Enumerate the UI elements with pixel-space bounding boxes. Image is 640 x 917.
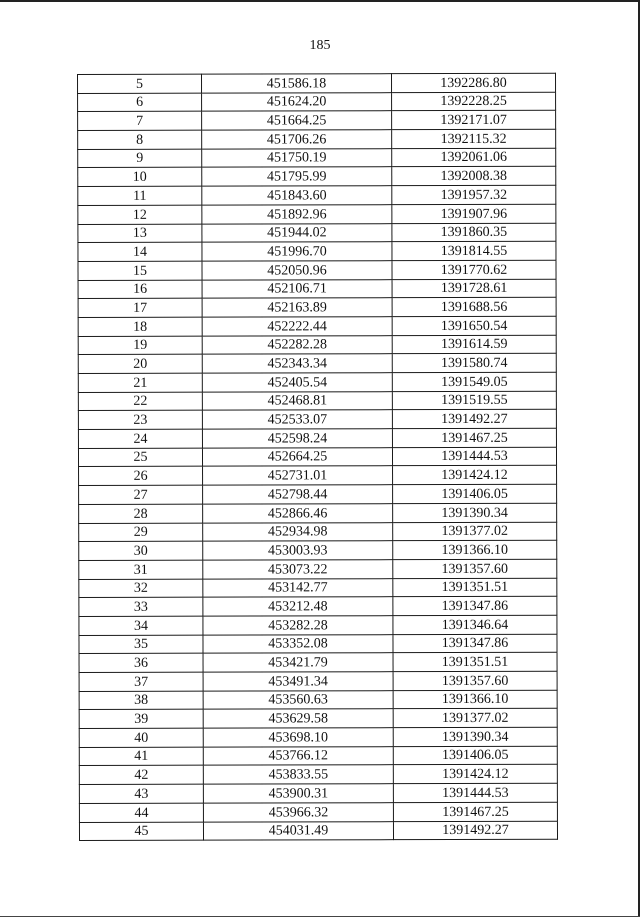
x-coordinate-cell: 451944.02 xyxy=(202,223,392,242)
point-number-cell: 35 xyxy=(79,635,203,654)
x-coordinate-cell: 452343.34 xyxy=(202,354,392,373)
y-coordinate-cell: 1391357.60 xyxy=(393,559,557,578)
x-coordinate-cell: 452282.28 xyxy=(202,335,392,354)
table-row xyxy=(78,297,556,317)
point-number-cell: 37 xyxy=(79,672,203,691)
point-number-cell: 6 xyxy=(78,93,202,112)
table-row xyxy=(78,167,556,187)
point-number-cell: 30 xyxy=(79,541,203,560)
point-number-cell: 15 xyxy=(78,261,202,280)
table-row xyxy=(78,428,556,448)
x-coordinate-cell: 452866.46 xyxy=(203,503,393,522)
x-coordinate-cell: 453352.08 xyxy=(203,634,393,653)
x-coordinate-cell: 452163.89 xyxy=(202,298,392,317)
page-edge-top xyxy=(0,0,640,2)
x-coordinate-cell: 451706.26 xyxy=(202,130,392,149)
x-coordinate-cell: 453900.31 xyxy=(203,784,393,803)
point-number-cell: 16 xyxy=(78,280,202,299)
x-coordinate-cell: 451624.20 xyxy=(202,92,392,111)
point-number-cell: 13 xyxy=(78,224,202,243)
y-coordinate-cell: 1391467.25 xyxy=(392,428,556,447)
table-row xyxy=(78,111,556,131)
table-row xyxy=(78,316,556,336)
point-number-cell: 41 xyxy=(79,747,203,766)
y-coordinate-cell: 1391907.96 xyxy=(392,204,556,223)
y-coordinate-cell: 1391424.12 xyxy=(393,765,557,784)
y-coordinate-cell: 1391519.55 xyxy=(392,391,556,410)
y-coordinate-cell: 1391860.35 xyxy=(392,223,556,242)
y-coordinate-cell: 1391770.62 xyxy=(392,260,556,279)
y-coordinate-cell: 1391406.05 xyxy=(393,746,557,765)
y-coordinate-cell: 1391492.27 xyxy=(392,410,556,429)
point-number-cell: 45 xyxy=(79,822,203,841)
table-row xyxy=(79,709,557,729)
x-coordinate-cell: 452533.07 xyxy=(202,410,392,429)
y-coordinate-cell: 1391351.51 xyxy=(393,653,557,672)
table-row xyxy=(78,410,556,430)
coordinates-table-body xyxy=(78,73,558,840)
y-coordinate-cell: 1391390.34 xyxy=(393,727,557,746)
x-coordinate-cell: 451892.96 xyxy=(202,204,392,223)
x-coordinate-cell: 452468.81 xyxy=(202,391,392,410)
point-number-cell: 28 xyxy=(79,504,203,523)
point-number-cell: 38 xyxy=(79,691,203,710)
x-coordinate-cell: 451664.25 xyxy=(202,111,392,130)
y-coordinate-cell: 1391650.54 xyxy=(392,316,556,335)
point-number-cell: 34 xyxy=(79,616,203,635)
y-coordinate-cell: 1391424.12 xyxy=(393,466,557,485)
table-row xyxy=(78,92,556,112)
y-coordinate-cell: 1391366.10 xyxy=(393,540,557,559)
table-row xyxy=(79,727,557,747)
table-row xyxy=(78,223,556,243)
page-number: 185 xyxy=(309,38,331,53)
table-row xyxy=(78,129,556,149)
y-coordinate-cell: 1391346.64 xyxy=(393,615,557,634)
point-number-cell: 17 xyxy=(78,298,202,317)
y-coordinate-cell: 1391390.34 xyxy=(393,503,557,522)
table-row xyxy=(79,596,557,616)
table-row xyxy=(78,148,556,168)
x-coordinate-cell: 453421.79 xyxy=(203,653,393,672)
x-coordinate-cell: 452050.96 xyxy=(202,261,392,280)
table-row xyxy=(78,391,556,411)
table-row xyxy=(78,335,556,355)
table-row xyxy=(79,765,557,785)
x-coordinate-cell: 453833.55 xyxy=(203,765,393,784)
point-number-cell: 26 xyxy=(79,467,203,486)
table-row xyxy=(79,559,557,579)
y-coordinate-cell: 1391957.32 xyxy=(392,185,556,204)
table-row xyxy=(78,204,556,224)
point-number-cell: 39 xyxy=(79,710,203,729)
table-row xyxy=(79,821,557,841)
y-coordinate-cell: 1391357.60 xyxy=(393,671,557,690)
table-row xyxy=(79,522,557,542)
table-row xyxy=(78,73,556,93)
point-number-cell: 9 xyxy=(78,149,202,168)
x-coordinate-cell: 451996.70 xyxy=(202,242,392,261)
y-coordinate-cell: 1391467.25 xyxy=(393,802,557,821)
table-row xyxy=(79,503,557,523)
y-coordinate-cell: 1391614.59 xyxy=(392,335,556,354)
point-number-cell: 5 xyxy=(78,74,202,93)
y-coordinate-cell: 1391351.51 xyxy=(393,578,557,597)
table-row xyxy=(78,241,556,261)
point-number-cell: 33 xyxy=(79,597,203,616)
y-coordinate-cell: 1391347.86 xyxy=(393,634,557,653)
y-coordinate-cell: 1392228.25 xyxy=(392,92,556,111)
table-row xyxy=(79,466,557,486)
x-coordinate-cell: 452798.44 xyxy=(203,485,393,504)
table-row xyxy=(79,783,557,803)
table-row xyxy=(78,354,556,374)
point-number-cell: 32 xyxy=(79,579,203,598)
x-coordinate-cell: 452598.24 xyxy=(202,429,392,448)
x-coordinate-cell: 453282.28 xyxy=(203,616,393,635)
point-number-cell: 44 xyxy=(79,803,203,822)
point-number-cell: 31 xyxy=(79,560,203,579)
y-coordinate-cell: 1391814.55 xyxy=(392,241,556,260)
x-coordinate-cell: 451750.19 xyxy=(202,148,392,167)
point-number-cell: 29 xyxy=(79,523,203,542)
point-number-cell: 40 xyxy=(79,728,203,747)
point-number-cell: 42 xyxy=(79,766,203,785)
point-number-cell: 7 xyxy=(78,112,202,131)
y-coordinate-cell: 1392171.07 xyxy=(392,111,556,130)
table-row xyxy=(79,634,557,654)
x-coordinate-cell: 452405.54 xyxy=(202,373,392,392)
x-coordinate-cell: 451843.60 xyxy=(202,186,392,205)
point-number-cell: 10 xyxy=(78,168,202,187)
point-number-cell: 43 xyxy=(79,784,203,803)
x-coordinate-cell: 453629.58 xyxy=(203,709,393,728)
table-row xyxy=(78,447,556,467)
x-coordinate-cell: 453142.77 xyxy=(203,578,393,597)
y-coordinate-cell: 1392008.38 xyxy=(392,167,556,186)
y-coordinate-cell: 1391366.10 xyxy=(393,690,557,709)
point-number-cell: 27 xyxy=(79,485,203,504)
table-row xyxy=(78,279,556,299)
table-row xyxy=(79,615,557,635)
point-number-cell: 24 xyxy=(78,429,202,448)
point-number-cell: 18 xyxy=(78,317,202,336)
x-coordinate-cell: 452934.98 xyxy=(203,522,393,541)
y-coordinate-cell: 1391580.74 xyxy=(392,354,556,373)
y-coordinate-cell: 1392115.32 xyxy=(392,129,556,148)
point-number-cell: 22 xyxy=(78,392,202,411)
x-coordinate-cell: 453766.12 xyxy=(203,746,393,765)
y-coordinate-cell: 1391444.53 xyxy=(393,783,557,802)
y-coordinate-cell: 1391444.53 xyxy=(392,447,556,466)
x-coordinate-cell: 453073.22 xyxy=(203,560,393,579)
point-number-cell: 11 xyxy=(78,186,202,205)
y-coordinate-cell: 1391377.02 xyxy=(393,522,557,541)
point-number-cell: 20 xyxy=(78,354,202,373)
x-coordinate-cell: 453212.48 xyxy=(203,597,393,616)
table-row xyxy=(79,746,557,766)
y-coordinate-cell: 1391377.02 xyxy=(393,709,557,728)
point-number-cell: 25 xyxy=(78,448,202,467)
point-number-cell: 14 xyxy=(78,242,202,261)
table-row xyxy=(79,802,557,822)
table-row xyxy=(78,260,556,280)
point-number-cell: 8 xyxy=(78,130,202,149)
x-coordinate-cell: 453003.93 xyxy=(203,541,393,560)
point-number-cell: 36 xyxy=(79,653,203,672)
x-coordinate-cell: 452664.25 xyxy=(202,447,392,466)
table-row xyxy=(78,185,556,205)
x-coordinate-cell: 452222.44 xyxy=(202,317,392,336)
table-row xyxy=(79,653,557,673)
point-number-cell: 12 xyxy=(78,205,202,224)
x-coordinate-cell: 452106.71 xyxy=(202,279,392,298)
table-row xyxy=(79,578,557,598)
y-coordinate-cell: 1391406.05 xyxy=(393,484,557,503)
y-coordinate-cell: 1391549.05 xyxy=(392,372,556,391)
x-coordinate-cell: 454031.49 xyxy=(203,821,393,840)
x-coordinate-cell: 451586.18 xyxy=(202,74,392,93)
point-number-cell: 19 xyxy=(78,336,202,355)
x-coordinate-cell: 453560.63 xyxy=(203,690,393,709)
y-coordinate-cell: 1392286.80 xyxy=(392,73,556,92)
y-coordinate-cell: 1391492.27 xyxy=(393,821,557,840)
coordinates-table xyxy=(77,73,558,841)
table-row xyxy=(78,372,556,392)
table-row xyxy=(79,671,557,691)
y-coordinate-cell: 1391728.61 xyxy=(392,279,556,298)
y-coordinate-cell: 1391347.86 xyxy=(393,596,557,615)
point-number-cell: 21 xyxy=(78,373,202,392)
x-coordinate-cell: 453491.34 xyxy=(203,672,393,691)
y-coordinate-cell: 1391688.56 xyxy=(392,297,556,316)
table-row xyxy=(79,484,557,504)
table-row xyxy=(79,540,557,560)
point-number-cell: 23 xyxy=(78,411,202,430)
x-coordinate-cell: 453966.32 xyxy=(203,802,393,821)
x-coordinate-cell: 451795.99 xyxy=(202,167,392,186)
y-coordinate-cell: 1392061.06 xyxy=(392,148,556,167)
table-row xyxy=(79,690,557,710)
x-coordinate-cell: 453698.10 xyxy=(203,728,393,747)
x-coordinate-cell: 452731.01 xyxy=(203,466,393,485)
